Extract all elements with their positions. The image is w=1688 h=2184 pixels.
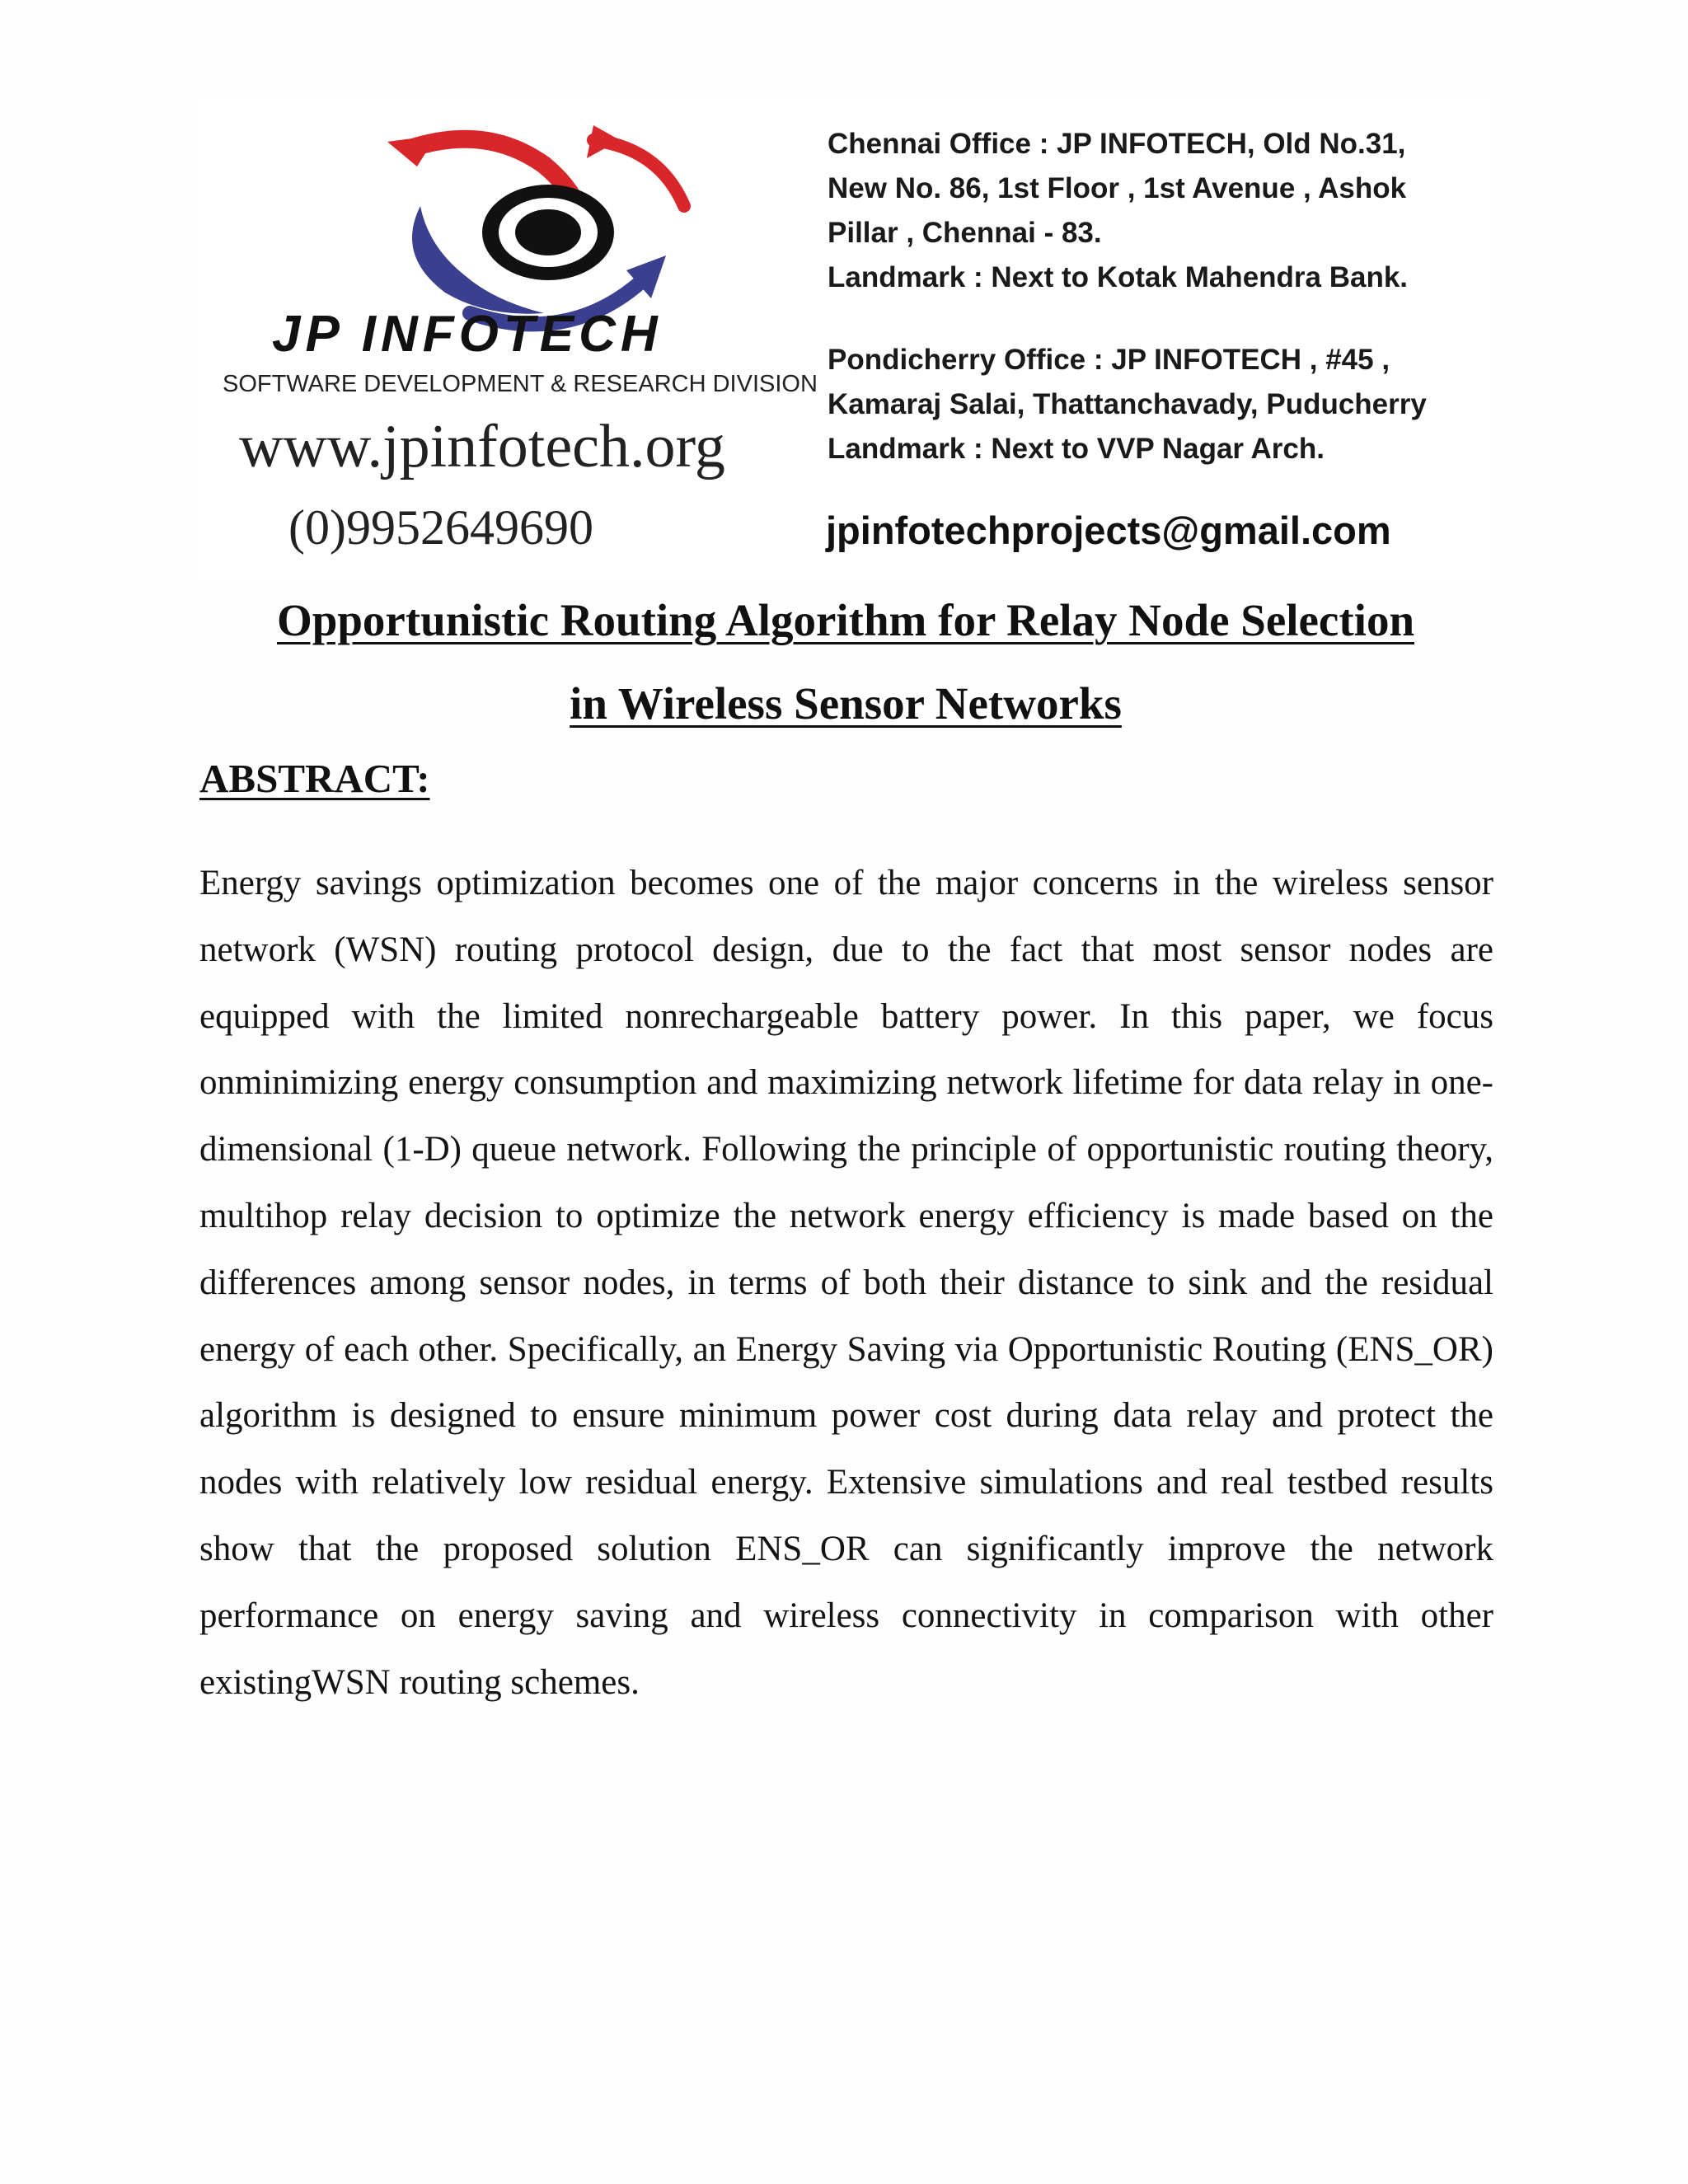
paper-title-line-2: in Wireless Sensor Networks <box>570 678 1122 729</box>
chennai-office-line: New No. 86, 1st Floor , 1st Avenue , Ashok <box>828 172 1407 204</box>
paper-title <box>198 579 1493 745</box>
pondicherry-office-line: Kamaraj Salai, Thattanchavady, Puducherry <box>828 388 1427 420</box>
company-website: www.jpinfotech.org <box>239 413 725 480</box>
company-email: jpinfotechprojects@gmail.com <box>826 509 1391 552</box>
abstract-heading: ABSTRACT: <box>199 756 430 801</box>
pondicherry-office-line: Pondicherry Office : JP INFOTECH , #45 , <box>828 344 1390 376</box>
chennai-office-line: Chennai Office : JP INFOTECH, Old No.31, <box>828 128 1406 160</box>
office-addresses <box>828 122 1493 471</box>
company-header-banner <box>198 97 1493 583</box>
chennai-office-line: Pillar , Chennai - 83. <box>828 217 1102 249</box>
brand-name: JP INFOTECH <box>272 306 663 363</box>
chennai-office-landmark: Landmark : Next to Kotak Mahendra Bank. <box>828 261 1409 293</box>
paper-title-line-1: Opportunistic Routing Algorithm for Relay Node Selection <box>276 595 1415 645</box>
abstract-text: Energy savings optimization becomes one of the major concerns in the wireless sensor network (WSN) routing protocol design, due to the fact that most sensor nodes are equipped with the limited nonrechargeable battery power. In this paper, we focus onminimizing energy consumption and maximizing network lifetime for data relay in one-dimensional (1-D) queue network. Following the principle of opportunistic routing theory, multihop relay decision to optimize the network energy efficiency is made based on the differences among sensor nodes, in terms of both their distance to sink and the residual energy of each other. Specifically, an Energy Saving via Opportunistic Routing (ENS_OR) algorithm is designed to ensure minimum power cost during data relay and protect the nodes with relatively low residual energy. Extensive simulations and real testbed results show that the proposed solution ENS_OR can significantly improve the network performance on energy saving and wireless connectivity in comparison with other existingWSN routing schemes. <box>199 864 1493 1702</box>
company-phone: (0)9952649690 <box>288 500 593 555</box>
company-logo-area <box>198 97 818 583</box>
office-spacer <box>828 300 1493 338</box>
pondicherry-office-landmark: Landmark : Next to VVP Nagar Arch. <box>828 433 1325 465</box>
brand-tagline: SOFTWARE DEVELOPMENT & RESEARCH DIVISION <box>223 371 818 397</box>
